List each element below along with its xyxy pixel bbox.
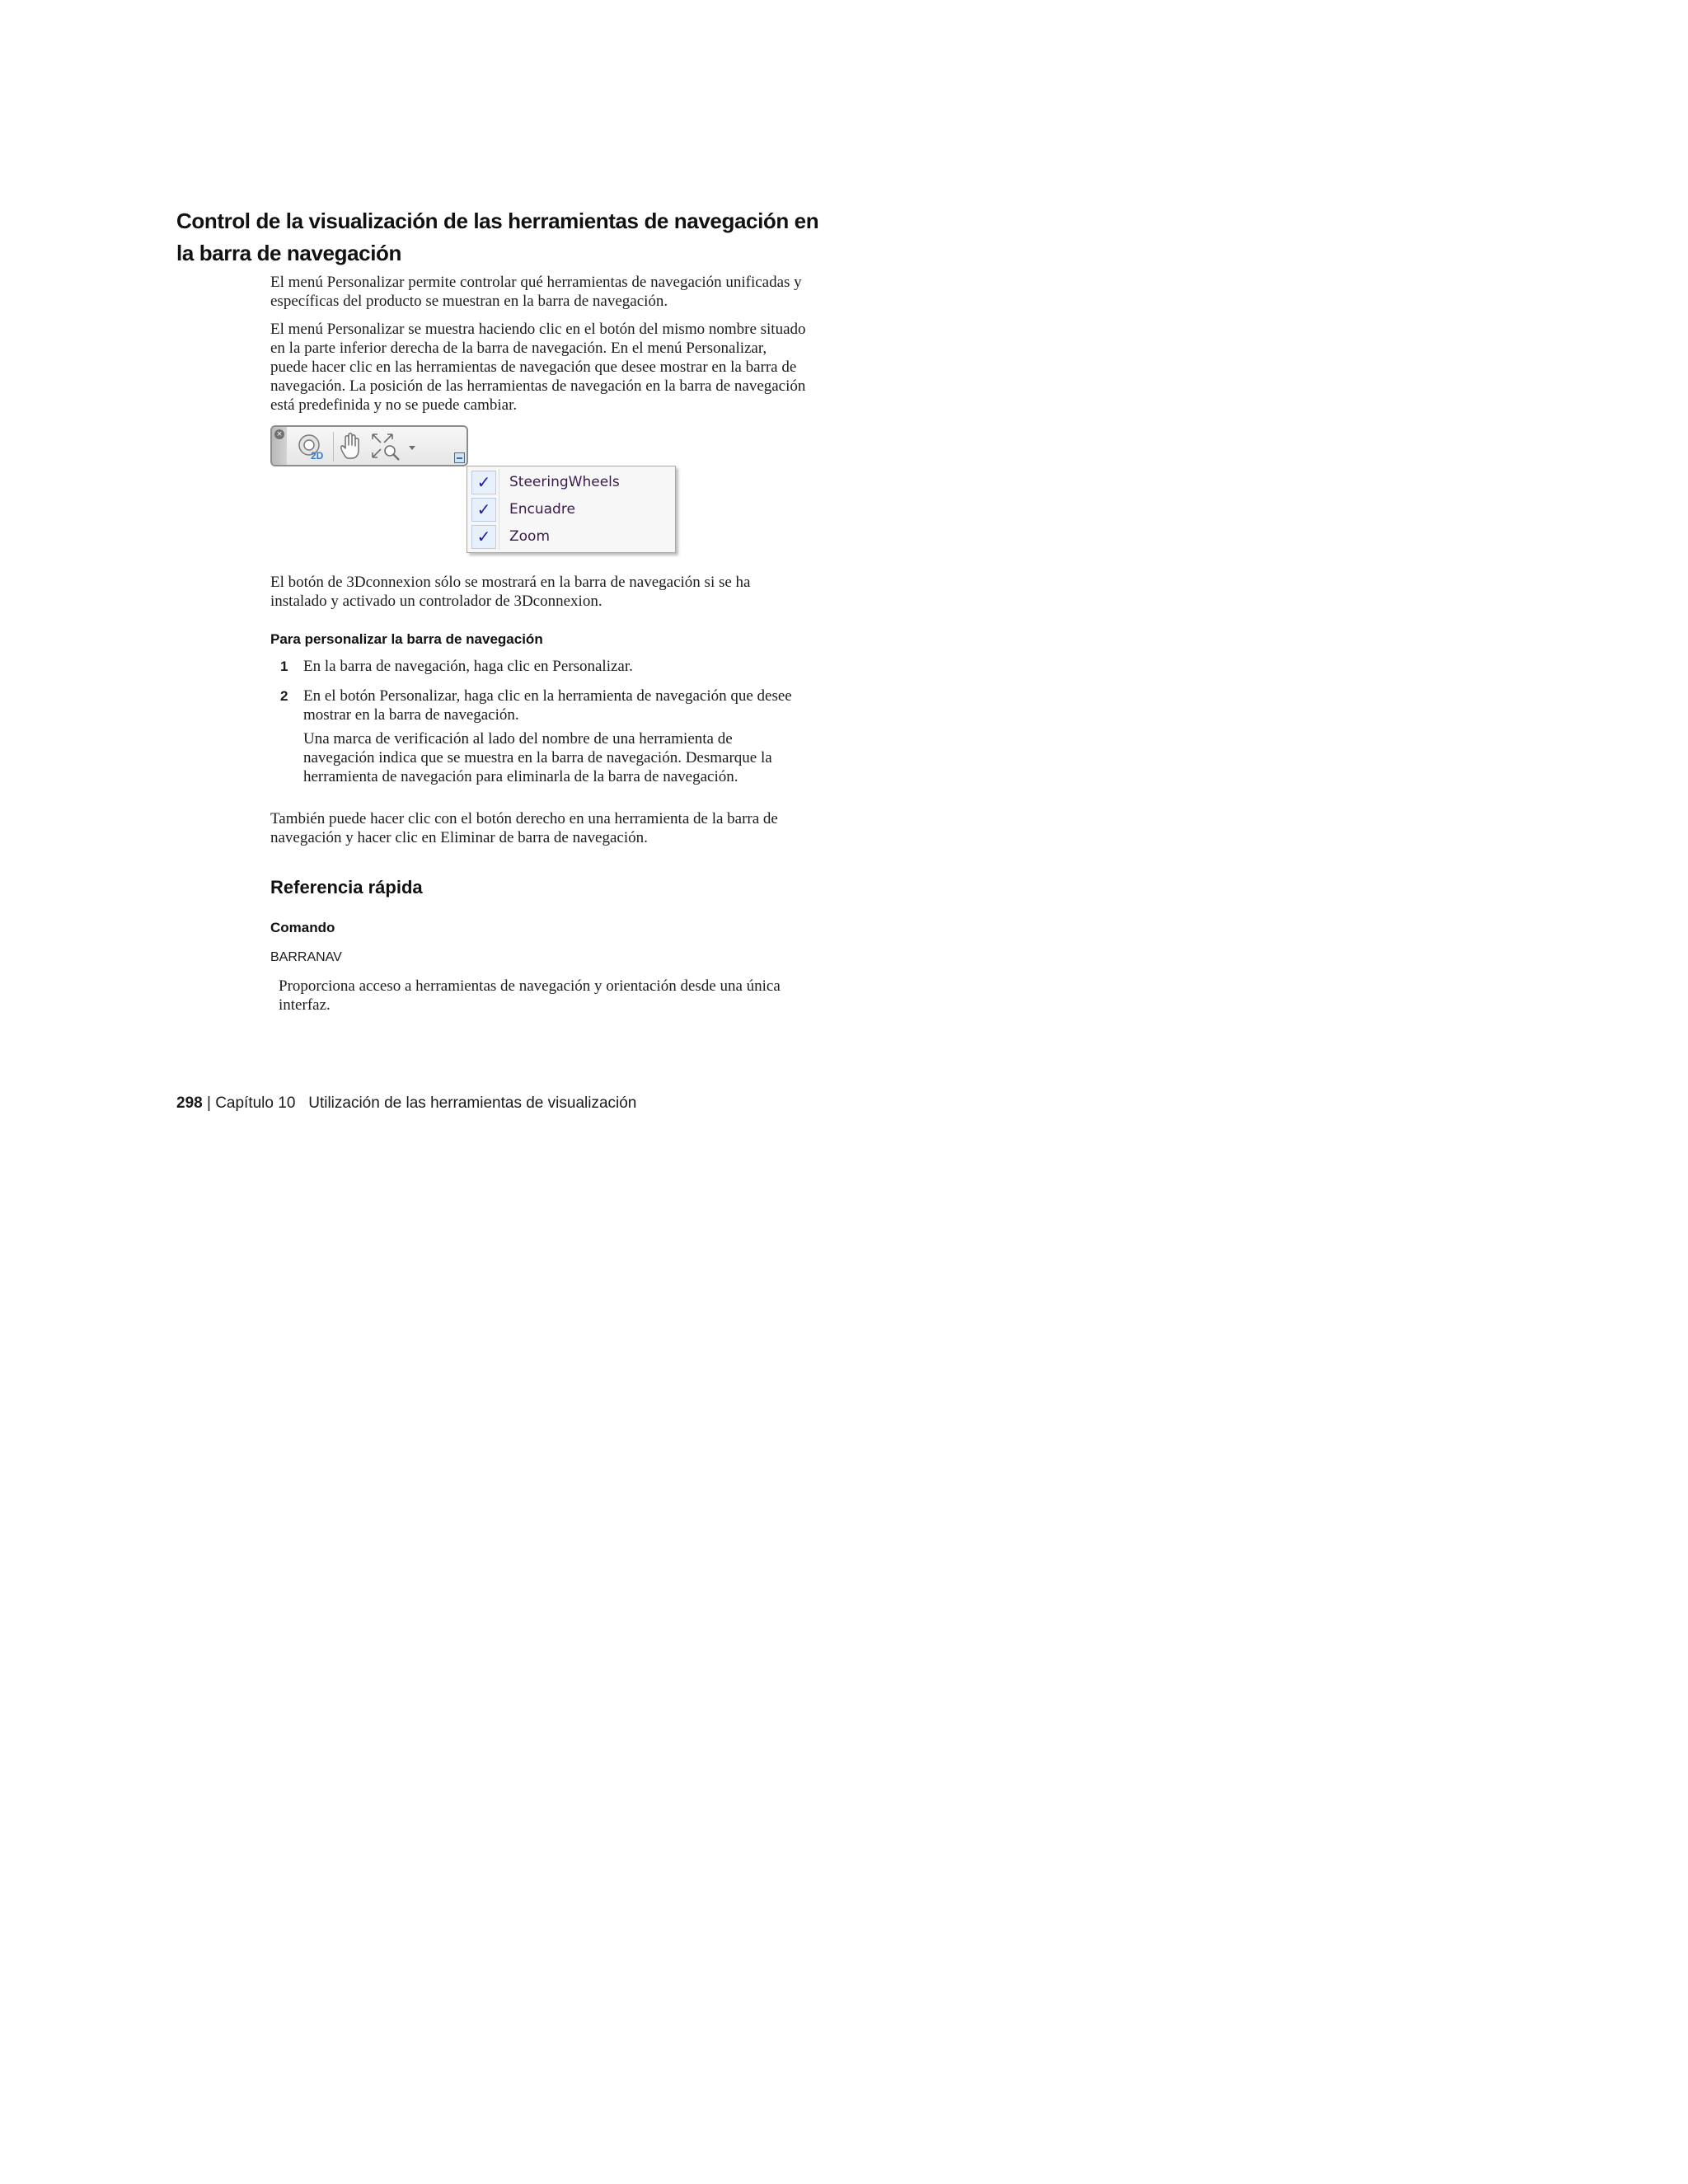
intro-paragraph: El menú Personalizar permite controlar qué herramientas de navegación unificadas y específicas del producto se muestran en la barra de navegación. (270, 274, 802, 310)
procedure-title: Para personalizar la barra de navegación (270, 631, 543, 647)
menu-item-label: SteeringWheels (509, 474, 620, 490)
right-click-paragraph: También puede hacer clic con el botón derecho en una herramienta de la barra de navegación y hacer clic en Eliminar de barra de navegación. (270, 810, 778, 846)
zoom-icon[interactable] (369, 431, 404, 462)
description-paragraph: El menú Personalizar se muestra haciendo clic en el botón del mismo nombre situado en la parte inferior derecha de la barra de navegación. En el menú Personalizar, puede hacer clic en las herramientas de navegación que desee mostrar en la barra de navegación. La posición de las herramientas de navegación en la barra de navegación está predefinida y no se puede cambiar. (270, 321, 806, 414)
step-number: 2 (280, 688, 288, 704)
step-text: En la barra de navegación, haga clic en Personalizar. (303, 658, 633, 675)
wheel-badge: 2D (311, 450, 324, 462)
checkmark-icon: ✓ (471, 471, 496, 494)
customize-button[interactable] (454, 452, 465, 463)
step-note: Una marca de verificación al lado del nombre de una herramienta de navegación indica que se muestra en la barra de navegación. Desmarque la herramienta de navegación para eliminarla de la barra de navegación. (303, 730, 772, 785)
customize-menu (467, 466, 676, 553)
chapter-title: Utilización de las herramientas de visualización (308, 1094, 637, 1112)
command-description: Proporciona acceso a herramientas de navegación y orientación desde una única interfaz. (279, 977, 781, 1014)
chevron-down-icon[interactable] (408, 445, 416, 452)
footer-separator: | (206, 1094, 211, 1112)
pan-hand-icon[interactable] (338, 432, 366, 462)
menu-item-label: Encuadre (509, 501, 575, 518)
step-text: En el botón Personalizar, haga clic en la herramienta de navegación que desee mostrar en la barra de navegación. (303, 687, 792, 724)
close-icon[interactable]: × (274, 429, 284, 439)
chapter-label: Capítulo 10 (215, 1094, 296, 1112)
navigation-bar-figure (270, 425, 468, 466)
menu-item-zoom[interactable] (470, 524, 673, 550)
quick-reference-title: Referencia rápida (270, 877, 423, 898)
command-name: BARRANAV (270, 950, 342, 964)
connexion-paragraph: El botón de 3Dconnexion sólo se mostrará en la barra de navegación si se ha instalado y activado un controlador de 3Dconnexion. (270, 574, 751, 610)
step-number: 1 (280, 658, 288, 674)
menu-item-steeringwheels[interactable] (470, 470, 673, 495)
page-number: 298 (176, 1094, 203, 1112)
checkmark-icon: ✓ (471, 498, 496, 522)
section-title: Control de la visualización de las herramientas de navegación en la barra de navegación (176, 209, 819, 265)
command-heading: Comando (270, 920, 335, 935)
page-footer (176, 1093, 636, 1114)
checkmark-icon: ✓ (471, 525, 496, 549)
toolbar-separator (333, 432, 334, 462)
steering-wheel-2d-icon[interactable] (297, 432, 331, 462)
menu-item-encuadre[interactable] (470, 497, 673, 523)
menu-item-label: Zoom (509, 528, 551, 545)
